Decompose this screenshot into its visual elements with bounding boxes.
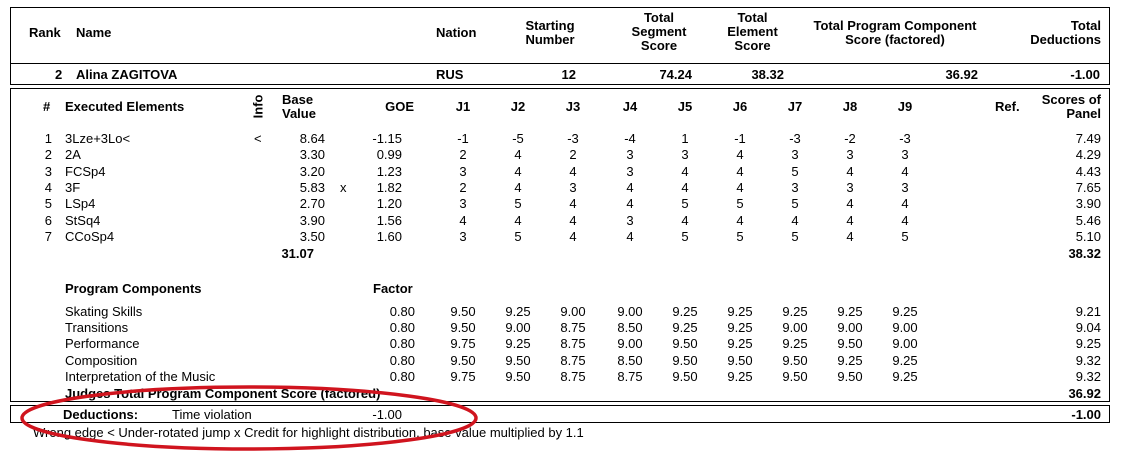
info-header: Info [250,94,266,119]
component-name: Performance [65,336,140,351]
element-judge-score: -3 [567,131,579,146]
element-judge-score: 5 [736,229,744,244]
component-factor: 0.80 [389,304,415,319]
elements-score-total: 38.32 [1068,246,1101,261]
component-name: Transitions [65,320,129,335]
skater-starting-number: 12 [561,67,576,82]
element-bonus-marker: x [340,180,347,195]
nation-header: Nation [436,25,477,40]
element-judge-score: 3 [846,147,854,162]
component-judge-score: 9.50 [782,353,808,368]
element-judge-score: 3 [626,164,634,179]
component-judge-score: 9.25 [672,304,698,319]
element-judge-score: 4 [514,213,522,228]
program-components-header: Program Components [65,281,202,296]
element-judge-score: 5 [791,229,799,244]
component-judge-score: 9.50 [505,369,531,384]
element-judge-score: 2 [459,180,467,195]
component-judge-score: 9.50 [672,336,698,351]
component-judge-score: 9.25 [782,304,808,319]
element-panel-score: 3.90 [1075,196,1101,211]
component-name: Skating Skills [65,304,143,319]
element-judge-score: 4 [791,213,799,228]
element-goe: 1.60 [376,229,402,244]
deductions-label: Deductions: [63,407,139,422]
element-number-header: # [43,99,51,114]
element-base-value: 3.90 [299,213,325,228]
element-judge-score: 3 [626,213,634,228]
component-judge-score: 8.50 [617,353,643,368]
element-judge-score: 4 [626,196,634,211]
element-judge-score: 4 [569,213,577,228]
element-judge-score: 4 [626,229,634,244]
element-name: FCSp4 [65,164,106,179]
component-judge-score: 9.50 [837,369,863,384]
element-number: 7 [44,229,52,244]
component-judge-score: 9.00 [837,320,863,335]
component-judge-score: 9.25 [837,353,863,368]
deductions-header: Total Deductions [1030,18,1101,47]
element-judge-score: 4 [846,164,854,179]
element-panel-score: 4.29 [1075,147,1101,162]
element-judge-score: 2 [569,147,577,162]
judge-header-3: J3 [565,99,581,114]
component-factor: 0.80 [389,320,415,335]
element-base-value: 3.50 [299,229,325,244]
element-goe: 1.23 [376,164,402,179]
starting-number-header: Starting Number [525,18,575,47]
judge-header-8: J8 [842,99,858,114]
element-judge-score: 4 [901,164,909,179]
element-judge-score: 3 [846,180,854,195]
ref-header: Ref. [995,99,1020,114]
element-judge-score: 4 [514,164,522,179]
judge-header-1: J1 [455,99,471,114]
name-header: Name [76,25,112,40]
element-goe: 0.99 [376,147,402,162]
element-name: 2A [65,147,81,162]
skater-rank: 2 [55,67,63,82]
element-judge-score: 5 [791,196,799,211]
tes-header: Total Element Score [727,10,778,53]
element-judge-score: 4 [736,164,744,179]
element-judge-score: -3 [899,131,911,146]
skater-nation: RUS [436,67,464,82]
component-judge-score: 9.00 [892,336,918,351]
component-judge-score: 9.25 [727,304,753,319]
element-judge-score: 3 [459,164,467,179]
component-judge-score: 9.25 [837,304,863,319]
component-judge-score: 9.25 [505,304,531,319]
component-panel-score: 9.32 [1075,369,1101,384]
element-judge-score: 4 [514,180,522,195]
component-judge-score: 8.75 [617,369,643,384]
component-name: Composition [65,353,138,368]
element-judge-score: 4 [681,164,689,179]
element-goe: -1.15 [372,131,402,146]
element-judge-score: 4 [514,147,522,162]
skater-tes: 38.32 [751,67,784,82]
element-name: CCoSp4 [65,229,115,244]
element-judge-score: 5 [681,196,689,211]
element-judge-score: 4 [901,213,909,228]
element-judge-score: 3 [569,180,577,195]
rank-header: Rank [29,25,61,40]
element-name: LSp4 [65,196,96,211]
component-judge-score: 8.75 [560,353,586,368]
element-judge-score: 4 [681,213,689,228]
judge-header-4: J4 [622,99,638,114]
element-name: 3Lze+3Lo< [65,131,131,146]
component-judge-score: 8.75 [560,320,586,335]
element-judge-score: 4 [459,213,467,228]
component-judge-score: 9.00 [617,304,643,319]
element-info: < [254,131,262,146]
judge-header-2: J2 [510,99,526,114]
component-judge-score: 9.50 [505,353,531,368]
component-panel-score: 9.32 [1075,353,1101,368]
element-judge-score: 4 [846,213,854,228]
skater-name: Alina ZAGITOVA [76,67,178,82]
element-number: 1 [44,131,52,146]
component-judge-score: 9.50 [672,369,698,384]
component-judge-score: 9.00 [892,320,918,335]
element-judge-score: 5 [901,229,909,244]
element-judge-score: 4 [626,180,634,195]
executed-elements-header: Executed Elements [65,99,185,114]
element-judge-score: 5 [681,229,689,244]
base-value-header: Base Value [282,92,316,121]
element-judge-score: -5 [512,131,524,146]
element-number: 3 [44,164,52,179]
element-panel-score: 4.43 [1075,164,1101,179]
element-panel-score: 7.49 [1075,131,1101,146]
component-panel-score: 9.04 [1075,320,1101,335]
component-factor: 0.80 [389,353,415,368]
component-panel-score: 9.25 [1075,336,1101,351]
component-judge-score: 9.00 [505,320,531,335]
element-name: 3F [65,180,81,195]
component-panel-score: 9.21 [1075,304,1101,319]
component-judge-score: 9.50 [450,320,476,335]
element-judge-score: 4 [901,196,909,211]
component-judge-score: 9.00 [782,320,808,335]
goe-header: GOE [385,99,414,114]
element-goe: 1.20 [376,196,402,211]
element-judge-score: 3 [791,180,799,195]
element-panel-score: 7.65 [1075,180,1101,195]
element-base-value: 3.20 [299,164,325,179]
component-judge-score: 9.50 [782,369,808,384]
element-base-value: 3.30 [299,147,325,162]
element-judge-score: 3 [901,147,909,162]
element-judge-score: 4 [681,180,689,195]
component-judge-score: 9.00 [560,304,586,319]
element-judge-score: 3 [459,229,467,244]
element-judge-score: 5 [736,196,744,211]
element-judge-score: -4 [624,131,636,146]
elements-base-total: 31.07 [281,246,314,261]
deduction-value: -1.00 [372,407,402,422]
component-judge-score: 9.25 [727,369,753,384]
skater-tss: 74.24 [659,67,692,82]
judge-header-7: J7 [787,99,803,114]
component-judge-score: 9.50 [837,336,863,351]
component-judge-score: 8.75 [560,336,586,351]
judge-header-5: J5 [677,99,693,114]
element-panel-score: 5.10 [1075,229,1101,244]
element-judge-score: 4 [569,196,577,211]
pcs-total-label: Judges Total Program Component Score (factored) [65,386,381,401]
component-judge-score: 9.25 [892,353,918,368]
element-base-value: 2.70 [299,196,325,211]
element-number: 6 [44,213,52,228]
element-judge-score: 4 [736,213,744,228]
component-judge-score: 9.25 [782,336,808,351]
element-judge-score: 3 [681,147,689,162]
pcs-header: Total Program Component Score (factored) [813,18,977,47]
judge-header-6: J6 [732,99,748,114]
element-judge-score: 3 [901,180,909,195]
element-judge-score: 2 [459,147,467,162]
element-judge-score: 5 [514,229,522,244]
skater-pcs: 36.92 [945,67,978,82]
element-judge-score: 4 [846,229,854,244]
element-base-value: 5.83 [299,180,325,195]
element-judge-score: 4 [569,164,577,179]
component-judge-score: 9.25 [672,320,698,335]
element-judge-score: 4 [736,147,744,162]
component-judge-score: 9.75 [450,369,476,384]
component-judge-score: 8.75 [560,369,586,384]
component-judge-score: 9.50 [727,353,753,368]
component-factor: 0.80 [389,369,415,384]
element-name: StSq4 [65,213,101,228]
element-judge-score: -1 [457,131,469,146]
component-judge-score: 9.50 [672,353,698,368]
element-judge-score: 5 [791,164,799,179]
element-goe: 1.56 [376,213,402,228]
element-judge-score: -3 [789,131,801,146]
component-judge-score: 9.75 [450,336,476,351]
component-judge-score: 8.50 [617,320,643,335]
component-judge-score: 9.25 [892,304,918,319]
component-judge-score: 9.25 [892,369,918,384]
component-judge-score: 9.50 [450,304,476,319]
element-judge-score: 3 [626,147,634,162]
element-panel-score: 5.46 [1075,213,1101,228]
element-judge-score: 1 [681,131,689,146]
deduction-total: -1.00 [1071,407,1101,422]
component-name: Interpretation of the Music [65,369,216,384]
header-divider [10,63,1110,64]
pcs-total-score: 36.92 [1068,386,1101,401]
element-base-value: 8.64 [299,131,325,146]
component-judge-score: 9.25 [727,336,753,351]
scores-of-panel-header: Scores of Panel [1041,92,1101,121]
skater-deductions: -1.00 [1070,67,1100,82]
component-judge-score: 9.50 [450,353,476,368]
element-number: 4 [44,180,52,195]
component-judge-score: 9.25 [505,336,531,351]
factor-header: Factor [373,281,413,296]
element-number: 2 [44,147,52,162]
element-judge-score: 4 [736,180,744,195]
element-number: 5 [44,196,52,211]
component-judge-score: 9.00 [617,336,643,351]
legend-text: Wrong edge < Under-rotated jump x Credit for highlight distribution, base value multiplied by 1.1 [33,425,584,440]
tss-header: Total Segment Score [631,10,687,53]
element-judge-score: 4 [569,229,577,244]
judge-header-9: J9 [897,99,913,114]
element-goe: 1.82 [376,180,402,195]
component-factor: 0.80 [389,336,415,351]
element-judge-score: -1 [734,131,746,146]
element-judge-score: 4 [846,196,854,211]
deduction-type: Time violation [172,407,252,422]
element-judge-score: 3 [459,196,467,211]
component-judge-score: 9.25 [727,320,753,335]
element-judge-score: 3 [791,147,799,162]
element-judge-score: 5 [514,196,522,211]
element-judge-score: -2 [844,131,856,146]
